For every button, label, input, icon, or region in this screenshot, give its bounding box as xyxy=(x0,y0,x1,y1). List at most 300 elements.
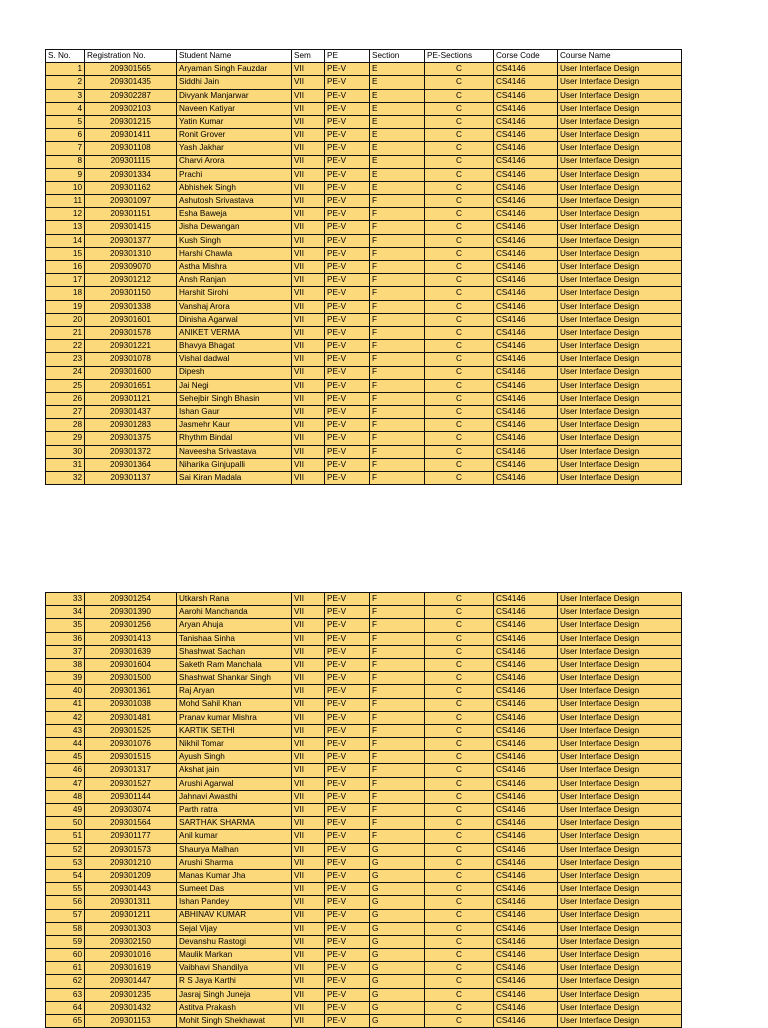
cell-student-name: Arushi Sharma xyxy=(177,856,292,869)
table-row xyxy=(46,949,682,962)
cell-course-name: User Interface Design xyxy=(558,445,682,458)
cell-sno: 20 xyxy=(46,313,85,326)
table-row xyxy=(46,830,682,843)
cell-pe: PE-V xyxy=(325,975,370,988)
cell-registration: 209301151 xyxy=(85,208,177,221)
table-row xyxy=(46,76,682,89)
table-row xyxy=(46,790,682,803)
cell-pe-section: C xyxy=(425,155,494,168)
cell-section: G xyxy=(370,856,425,869)
header-row xyxy=(46,50,682,63)
cell-registration: 209301601 xyxy=(85,313,177,326)
cell-pe-section: C xyxy=(425,843,494,856)
cell-student-name: Ansh Ranjan xyxy=(177,274,292,287)
cell-sem: VII xyxy=(292,685,325,698)
cell-sem: VII xyxy=(292,379,325,392)
cell-pe: PE-V xyxy=(325,896,370,909)
cell-sno: 22 xyxy=(46,340,85,353)
cell-sno: 42 xyxy=(46,711,85,724)
cell-pe: PE-V xyxy=(325,949,370,962)
cell-pe-section: C xyxy=(425,129,494,142)
cell-pe: PE-V xyxy=(325,89,370,102)
cell-sno: 3 xyxy=(46,89,85,102)
cell-section: F xyxy=(370,738,425,751)
cell-registration: 209301212 xyxy=(85,274,177,287)
cell-course-code: CS4146 xyxy=(494,751,558,764)
cell-sem: VII xyxy=(292,445,325,458)
cell-sem: VII xyxy=(292,76,325,89)
table-row xyxy=(46,711,682,724)
cell-pe-section: C xyxy=(425,777,494,790)
cell-pe: PE-V xyxy=(325,168,370,181)
table-row xyxy=(46,458,682,471)
cell-pe: PE-V xyxy=(325,221,370,234)
cell-sno: 10 xyxy=(46,181,85,194)
table-row xyxy=(46,843,682,856)
cell-student-name: Dipesh xyxy=(177,366,292,379)
cell-course-name: User Interface Design xyxy=(558,790,682,803)
cell-course-name: User Interface Design xyxy=(558,208,682,221)
cell-registration: 209302287 xyxy=(85,89,177,102)
cell-course-code: CS4146 xyxy=(494,247,558,260)
cell-student-name: ABHINAV KUMAR xyxy=(177,909,292,922)
table-row xyxy=(46,632,682,645)
table-row xyxy=(46,419,682,432)
cell-pe-section: C xyxy=(425,366,494,379)
table-row xyxy=(46,619,682,632)
cell-course-code: CS4146 xyxy=(494,458,558,471)
cell-course-name: User Interface Design xyxy=(558,988,682,1001)
table-body-bottom xyxy=(46,593,682,1028)
cell-course-name: User Interface Design xyxy=(558,830,682,843)
cell-student-name: Maulik Markan xyxy=(177,949,292,962)
cell-student-name: Jasraj Singh Juneja xyxy=(177,988,292,1001)
cell-course-name: User Interface Design xyxy=(558,287,682,300)
cell-section: F xyxy=(370,353,425,366)
table-row xyxy=(46,63,682,76)
cell-sno: 21 xyxy=(46,326,85,339)
cell-course-code: CS4146 xyxy=(494,922,558,935)
cell-pe: PE-V xyxy=(325,102,370,115)
cell-sno: 56 xyxy=(46,896,85,909)
cell-pe-section: C xyxy=(425,658,494,671)
cell-registration: 209301372 xyxy=(85,445,177,458)
cell-pe-section: C xyxy=(425,962,494,975)
cell-course-code: CS4146 xyxy=(494,340,558,353)
cell-course-code: CS4146 xyxy=(494,353,558,366)
cell-course-name: User Interface Design xyxy=(558,353,682,366)
cell-pe-section: C xyxy=(425,102,494,115)
cell-section: E xyxy=(370,181,425,194)
cell-registration: 209301500 xyxy=(85,672,177,685)
table-row xyxy=(46,445,682,458)
cell-pe: PE-V xyxy=(325,724,370,737)
cell-section: F xyxy=(370,698,425,711)
cell-pe-section: C xyxy=(425,195,494,208)
cell-section: G xyxy=(370,869,425,882)
table-row xyxy=(46,392,682,405)
cell-sno: 65 xyxy=(46,1015,85,1028)
cell-pe: PE-V xyxy=(325,129,370,142)
cell-pe-section: C xyxy=(425,221,494,234)
cell-pe: PE-V xyxy=(325,326,370,339)
cell-pe-section: C xyxy=(425,685,494,698)
cell-sem: VII xyxy=(292,738,325,751)
table-row xyxy=(46,896,682,909)
cell-course-code: CS4146 xyxy=(494,261,558,274)
cell-sno: 64 xyxy=(46,1001,85,1014)
header-pe-sections: PE-Sections xyxy=(425,50,494,63)
cell-section: E xyxy=(370,115,425,128)
cell-pe-section: C xyxy=(425,975,494,988)
cell-course-name: User Interface Design xyxy=(558,366,682,379)
table-row xyxy=(46,379,682,392)
cell-course-code: CS4146 xyxy=(494,817,558,830)
cell-student-name: Sejal Vijay xyxy=(177,922,292,935)
cell-course-name: User Interface Design xyxy=(558,115,682,128)
cell-course-name: User Interface Design xyxy=(558,606,682,619)
cell-course-name: User Interface Design xyxy=(558,883,682,896)
cell-pe: PE-V xyxy=(325,63,370,76)
cell-course-name: User Interface Design xyxy=(558,645,682,658)
header-pe: PE xyxy=(325,50,370,63)
cell-registration: 209301435 xyxy=(85,76,177,89)
table-row xyxy=(46,247,682,260)
cell-sno: 57 xyxy=(46,909,85,922)
table-row xyxy=(46,115,682,128)
cell-registration: 209301432 xyxy=(85,1001,177,1014)
cell-pe-section: C xyxy=(425,764,494,777)
cell-registration: 209301144 xyxy=(85,790,177,803)
cell-sno: 15 xyxy=(46,247,85,260)
cell-student-name: Vaibhavi Shandilya xyxy=(177,962,292,975)
cell-student-name: Arushi Agarwal xyxy=(177,777,292,790)
cell-registration: 209301221 xyxy=(85,340,177,353)
cell-pe-section: C xyxy=(425,738,494,751)
cell-course-name: User Interface Design xyxy=(558,392,682,405)
cell-pe-section: C xyxy=(425,406,494,419)
cell-student-name: Parth ratra xyxy=(177,804,292,817)
table-row xyxy=(46,472,682,485)
cell-student-name: Dinisha Agarwal xyxy=(177,313,292,326)
cell-pe-section: C xyxy=(425,711,494,724)
cell-sem: VII xyxy=(292,949,325,962)
cell-section: F xyxy=(370,313,425,326)
cell-sno: 30 xyxy=(46,445,85,458)
cell-registration: 209301390 xyxy=(85,606,177,619)
cell-sno: 49 xyxy=(46,804,85,817)
cell-pe: PE-V xyxy=(325,115,370,128)
cell-sno: 43 xyxy=(46,724,85,737)
cell-pe-section: C xyxy=(425,949,494,962)
cell-pe: PE-V xyxy=(325,287,370,300)
cell-registration: 209301121 xyxy=(85,392,177,405)
cell-section: E xyxy=(370,89,425,102)
table-row xyxy=(46,366,682,379)
cell-sno: 47 xyxy=(46,777,85,790)
cell-course-name: User Interface Design xyxy=(558,313,682,326)
cell-section: F xyxy=(370,632,425,645)
cell-student-name: Jai Negi xyxy=(177,379,292,392)
cell-registration: 209301177 xyxy=(85,830,177,843)
cell-section: E xyxy=(370,102,425,115)
table-row xyxy=(46,326,682,339)
cell-sno: 62 xyxy=(46,975,85,988)
table-row xyxy=(46,432,682,445)
cell-student-name: Esha Baweja xyxy=(177,208,292,221)
cell-section: G xyxy=(370,843,425,856)
cell-student-name: Ronit Grover xyxy=(177,129,292,142)
cell-pe: PE-V xyxy=(325,1001,370,1014)
cell-pe-section: C xyxy=(425,168,494,181)
cell-pe: PE-V xyxy=(325,988,370,1001)
cell-course-name: User Interface Design xyxy=(558,632,682,645)
cell-sem: VII xyxy=(292,764,325,777)
cell-pe-section: C xyxy=(425,830,494,843)
cell-student-name: Manas Kumar Jha xyxy=(177,869,292,882)
cell-course-code: CS4146 xyxy=(494,379,558,392)
cell-student-name: Aryaman Singh Fauzdar xyxy=(177,63,292,76)
cell-pe-section: C xyxy=(425,856,494,869)
cell-pe: PE-V xyxy=(325,619,370,632)
cell-student-name: Sumeet Das xyxy=(177,883,292,896)
table-row xyxy=(46,764,682,777)
cell-sem: VII xyxy=(292,869,325,882)
cell-pe-section: C xyxy=(425,909,494,922)
cell-student-name: Yatin Kumar xyxy=(177,115,292,128)
cell-course-code: CS4146 xyxy=(494,63,558,76)
cell-sem: VII xyxy=(292,619,325,632)
cell-course-name: User Interface Design xyxy=(558,843,682,856)
cell-pe-section: C xyxy=(425,313,494,326)
cell-sem: VII xyxy=(292,830,325,843)
cell-pe-section: C xyxy=(425,1015,494,1028)
cell-section: F xyxy=(370,606,425,619)
cell-student-name: ANIKET VERMA xyxy=(177,326,292,339)
cell-course-name: User Interface Design xyxy=(558,432,682,445)
cell-sem: VII xyxy=(292,432,325,445)
cell-sem: VII xyxy=(292,406,325,419)
cell-course-code: CS4146 xyxy=(494,724,558,737)
cell-sem: VII xyxy=(292,234,325,247)
cell-pe: PE-V xyxy=(325,962,370,975)
cell-course-code: CS4146 xyxy=(494,1001,558,1014)
cell-pe-section: C xyxy=(425,274,494,287)
cell-registration: 209301525 xyxy=(85,724,177,737)
table-row xyxy=(46,102,682,115)
cell-sem: VII xyxy=(292,804,325,817)
cell-pe: PE-V xyxy=(325,790,370,803)
cell-registration: 209301527 xyxy=(85,777,177,790)
cell-course-name: User Interface Design xyxy=(558,406,682,419)
cell-student-name: Ishan Pandey xyxy=(177,896,292,909)
cell-section: F xyxy=(370,830,425,843)
cell-registration: 209309070 xyxy=(85,261,177,274)
cell-section: G xyxy=(370,883,425,896)
cell-section: F xyxy=(370,419,425,432)
cell-course-code: CS4146 xyxy=(494,949,558,962)
cell-pe: PE-V xyxy=(325,353,370,366)
cell-sem: VII xyxy=(292,300,325,313)
cell-student-name: Jisha Dewangan xyxy=(177,221,292,234)
cell-course-code: CS4146 xyxy=(494,777,558,790)
table-row xyxy=(46,975,682,988)
cell-pe-section: C xyxy=(425,63,494,76)
cell-pe: PE-V xyxy=(325,593,370,606)
cell-registration: 209301150 xyxy=(85,287,177,300)
cell-pe: PE-V xyxy=(325,234,370,247)
cell-sno: 8 xyxy=(46,155,85,168)
cell-pe: PE-V xyxy=(325,830,370,843)
cell-pe-section: C xyxy=(425,287,494,300)
cell-course-code: CS4146 xyxy=(494,672,558,685)
cell-sem: VII xyxy=(292,777,325,790)
cell-registration: 209301604 xyxy=(85,658,177,671)
cell-sem: VII xyxy=(292,843,325,856)
cell-registration: 209301600 xyxy=(85,366,177,379)
cell-student-name: Shashwat Shankar Singh xyxy=(177,672,292,685)
table-row xyxy=(46,698,682,711)
cell-pe-section: C xyxy=(425,353,494,366)
cell-registration: 209301215 xyxy=(85,115,177,128)
cell-section: F xyxy=(370,274,425,287)
cell-sem: VII xyxy=(292,856,325,869)
cell-registration: 209301437 xyxy=(85,406,177,419)
cell-section: F xyxy=(370,300,425,313)
cell-student-name: Shaurya Malhan xyxy=(177,843,292,856)
cell-pe-section: C xyxy=(425,593,494,606)
table-row xyxy=(46,685,682,698)
cell-section: G xyxy=(370,1015,425,1028)
cell-sno: 4 xyxy=(46,102,85,115)
cell-pe-section: C xyxy=(425,392,494,405)
table-row xyxy=(46,962,682,975)
cell-pe-section: C xyxy=(425,89,494,102)
cell-course-code: CS4146 xyxy=(494,962,558,975)
table-row xyxy=(46,645,682,658)
cell-student-name: Vanshaj Arora xyxy=(177,300,292,313)
cell-sno: 7 xyxy=(46,142,85,155)
cell-course-code: CS4146 xyxy=(494,619,558,632)
cell-sno: 44 xyxy=(46,738,85,751)
cell-course-name: User Interface Design xyxy=(558,619,682,632)
table-row xyxy=(46,287,682,300)
cell-sno: 39 xyxy=(46,672,85,685)
cell-pe-section: C xyxy=(425,181,494,194)
cell-pe: PE-V xyxy=(325,804,370,817)
cell-registration: 209301564 xyxy=(85,817,177,830)
cell-course-name: User Interface Design xyxy=(558,962,682,975)
cell-pe: PE-V xyxy=(325,379,370,392)
cell-sem: VII xyxy=(292,922,325,935)
cell-course-name: User Interface Design xyxy=(558,856,682,869)
cell-sno: 34 xyxy=(46,606,85,619)
cell-course-code: CS4146 xyxy=(494,366,558,379)
cell-course-name: User Interface Design xyxy=(558,129,682,142)
cell-sno: 48 xyxy=(46,790,85,803)
cell-student-name: R S Jaya Karthi xyxy=(177,975,292,988)
cell-registration: 209301256 xyxy=(85,619,177,632)
cell-course-code: CS4146 xyxy=(494,274,558,287)
cell-section: F xyxy=(370,764,425,777)
cell-course-code: CS4146 xyxy=(494,445,558,458)
cell-student-name: Abhishek Singh xyxy=(177,181,292,194)
cell-course-name: User Interface Design xyxy=(558,672,682,685)
cell-sem: VII xyxy=(292,195,325,208)
cell-sem: VII xyxy=(292,129,325,142)
cell-course-name: User Interface Design xyxy=(558,751,682,764)
cell-course-code: CS4146 xyxy=(494,988,558,1001)
cell-student-name: Harshi Chawla xyxy=(177,247,292,260)
cell-sem: VII xyxy=(292,261,325,274)
cell-pe-section: C xyxy=(425,445,494,458)
table-row xyxy=(46,234,682,247)
cell-registration: 209301254 xyxy=(85,593,177,606)
cell-pe: PE-V xyxy=(325,366,370,379)
cell-course-name: User Interface Design xyxy=(558,764,682,777)
cell-section: E xyxy=(370,142,425,155)
cell-course-code: CS4146 xyxy=(494,392,558,405)
cell-course-code: CS4146 xyxy=(494,208,558,221)
table-row xyxy=(46,300,682,313)
cell-course-name: User Interface Design xyxy=(558,711,682,724)
cell-course-name: User Interface Design xyxy=(558,102,682,115)
cell-registration: 209301076 xyxy=(85,738,177,751)
cell-registration: 209301651 xyxy=(85,379,177,392)
cell-registration: 209301565 xyxy=(85,63,177,76)
cell-sem: VII xyxy=(292,896,325,909)
cell-course-code: CS4146 xyxy=(494,168,558,181)
cell-pe: PE-V xyxy=(325,261,370,274)
cell-sno: 37 xyxy=(46,645,85,658)
cell-registration: 209301338 xyxy=(85,300,177,313)
cell-sno: 1 xyxy=(46,63,85,76)
cell-course-name: User Interface Design xyxy=(558,221,682,234)
cell-course-name: User Interface Design xyxy=(558,63,682,76)
cell-course-name: User Interface Design xyxy=(558,472,682,485)
table-row xyxy=(46,804,682,817)
cell-pe-section: C xyxy=(425,698,494,711)
cell-registration: 209301115 xyxy=(85,155,177,168)
cell-sno: 38 xyxy=(46,658,85,671)
cell-course-code: CS4146 xyxy=(494,632,558,645)
cell-registration: 209301443 xyxy=(85,883,177,896)
table-row xyxy=(46,181,682,194)
cell-pe-section: C xyxy=(425,432,494,445)
cell-pe-section: C xyxy=(425,645,494,658)
cell-pe-section: C xyxy=(425,632,494,645)
cell-sno: 18 xyxy=(46,287,85,300)
cell-sem: VII xyxy=(292,606,325,619)
cell-pe: PE-V xyxy=(325,606,370,619)
table-row xyxy=(46,340,682,353)
cell-pe-section: C xyxy=(425,234,494,247)
cell-sem: VII xyxy=(292,63,325,76)
cell-sno: 31 xyxy=(46,458,85,471)
table-row xyxy=(46,869,682,882)
table-row xyxy=(46,672,682,685)
cell-section: F xyxy=(370,817,425,830)
cell-sno: 5 xyxy=(46,115,85,128)
cell-sem: VII xyxy=(292,340,325,353)
cell-pe-section: C xyxy=(425,326,494,339)
cell-sno: 52 xyxy=(46,843,85,856)
cell-student-name: Charvi Arora xyxy=(177,155,292,168)
cell-sem: VII xyxy=(292,672,325,685)
cell-pe: PE-V xyxy=(325,632,370,645)
table-row xyxy=(46,922,682,935)
cell-student-name: Sai Kiran Madala xyxy=(177,472,292,485)
